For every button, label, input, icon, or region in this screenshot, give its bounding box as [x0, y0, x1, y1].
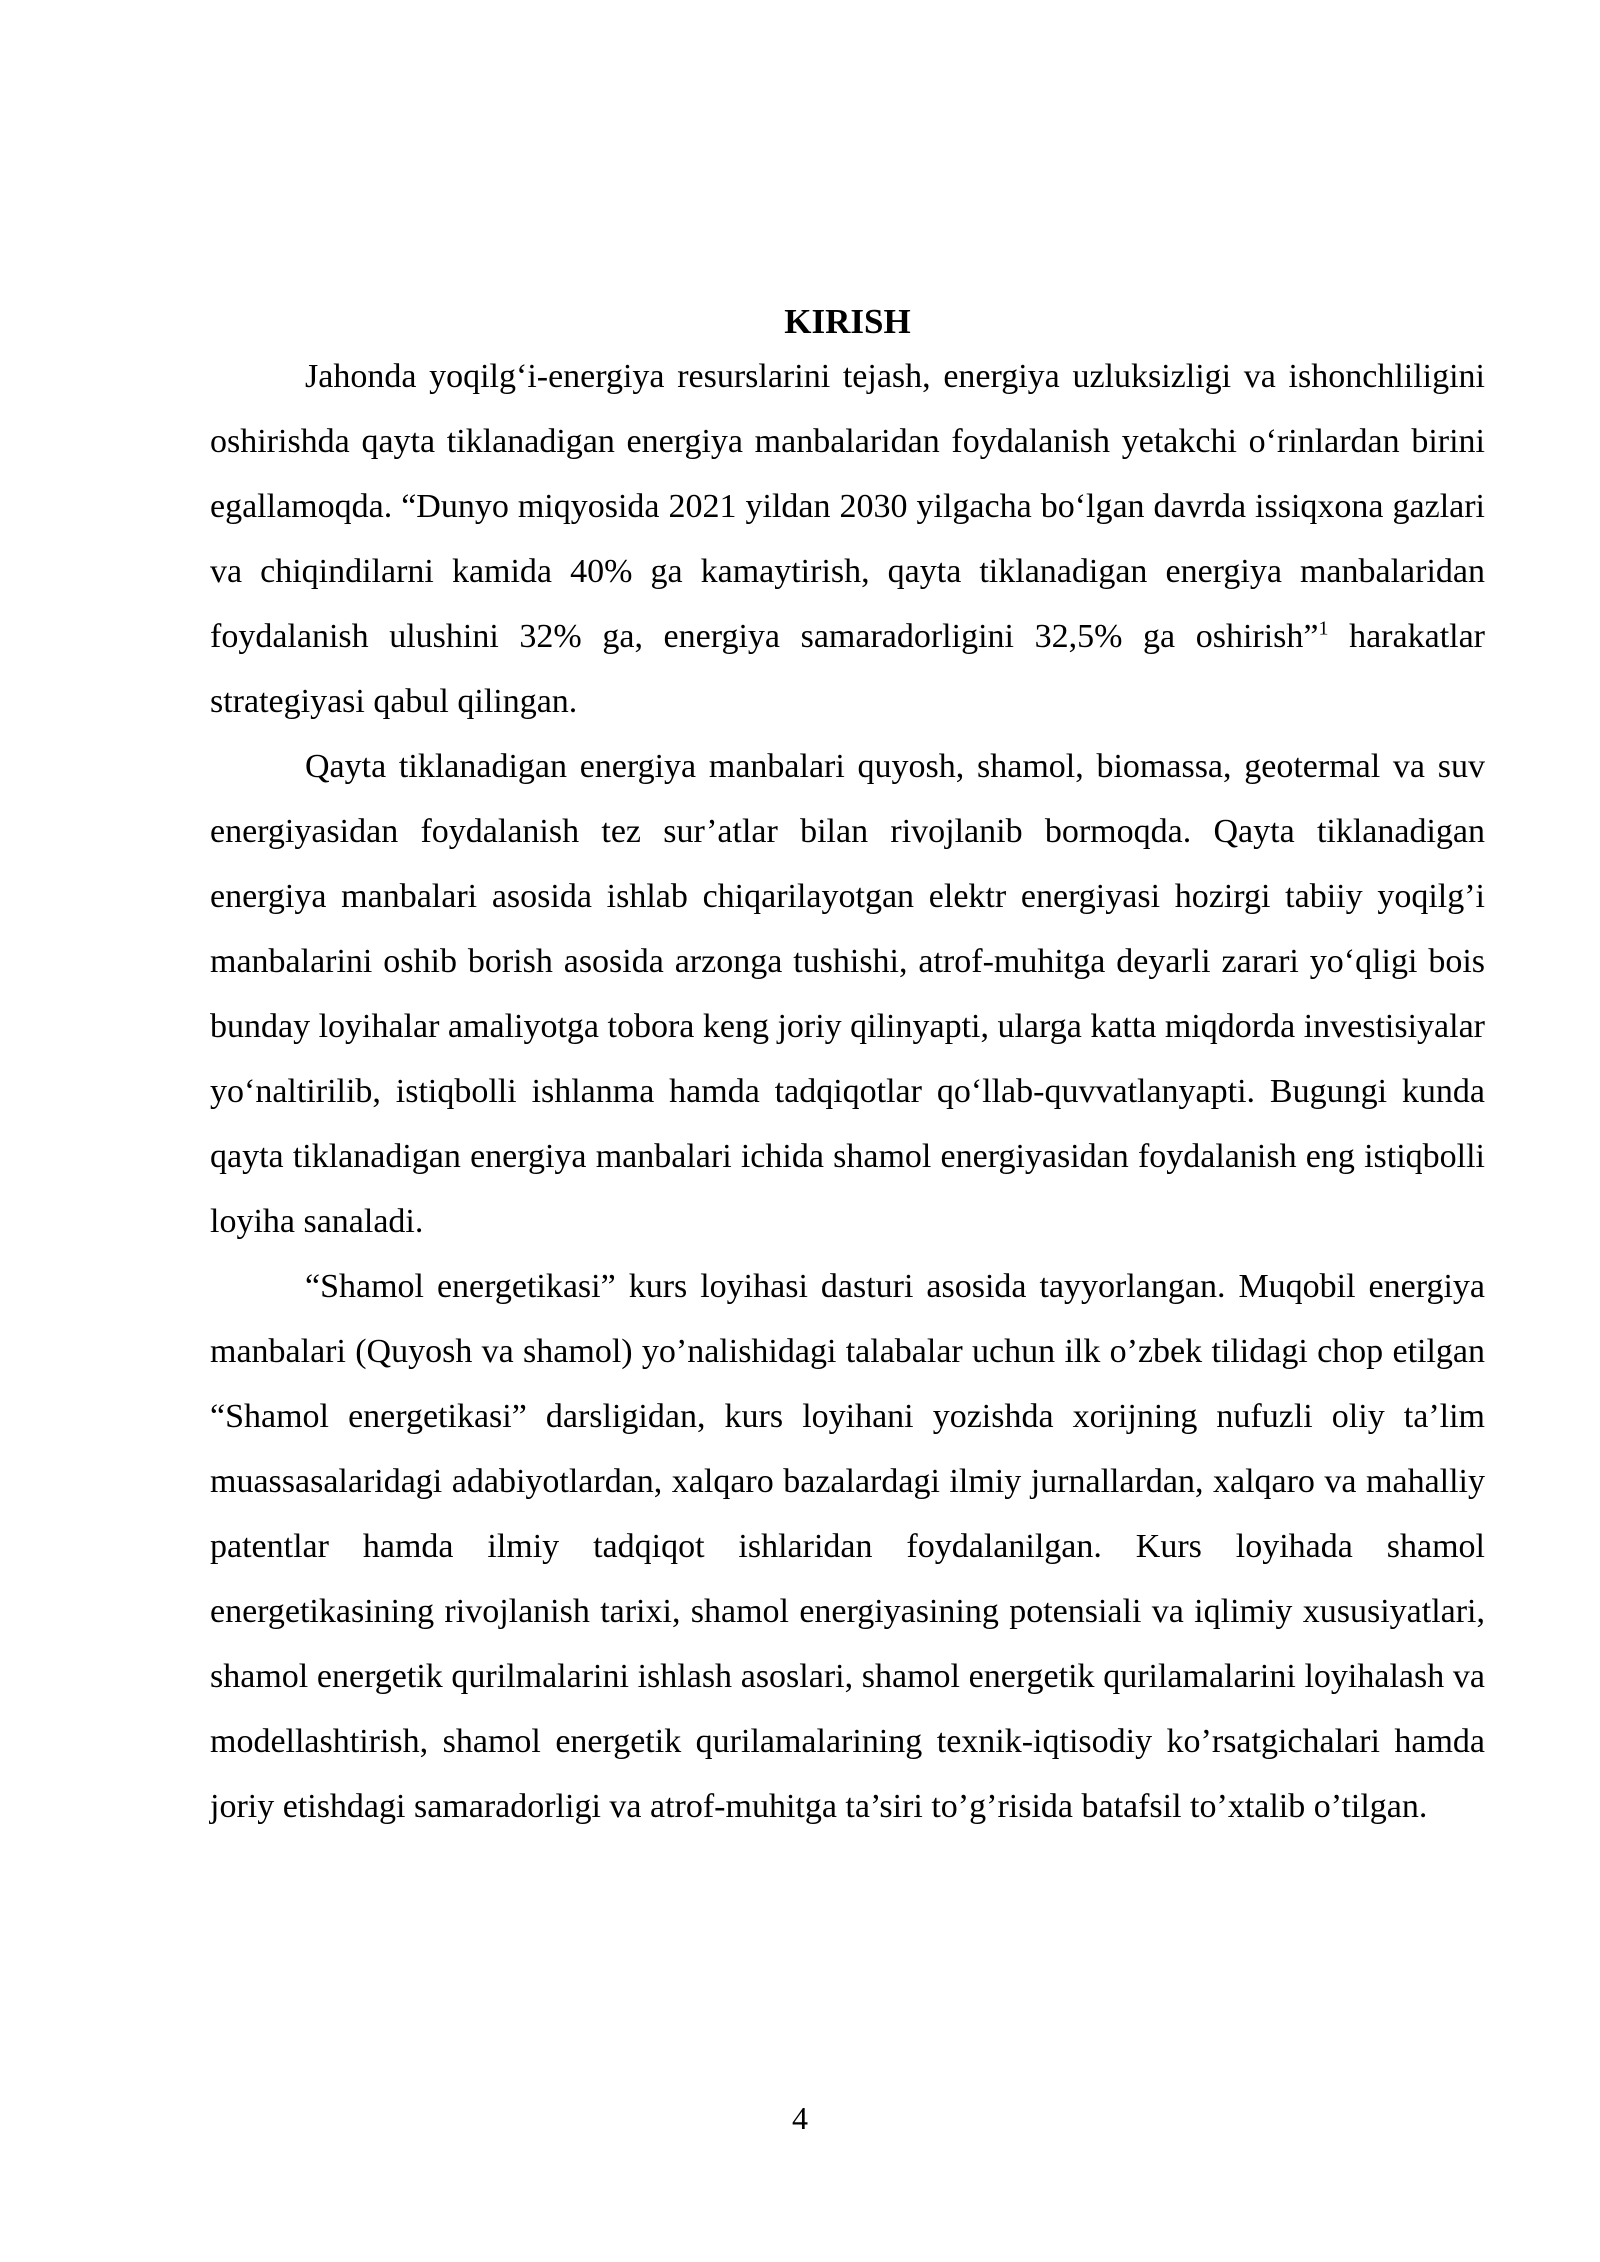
paragraph-2: Qayta tiklanadigan energiya manbalari quyosh, shamol, biomassa, geotermal va suv energiyasidan foydalanish tez sur’atlar bilan rivojlanib bormoqda. Qayta tiklanadigan energiya manbalari asosida ishlab chiqarilayotgan elektr energiyasi hozirgi tabiiy yoqilg’i manbalarini oshib borish asosida arzonga tushishi, atrof-muhitga deyarli zarari yo‘qligi bois bunday loyihalar amaliyotga tobora keng joriy qilinyapti, ularga katta miqdorda investisiyalar yo‘naltirilib, istiqbolli ishlanma hamda tadqiqotlar qo‘llab-quvvatlanyapti. Bugungi kunda qayta tiklanadigan energiya manbalari ichida shamol energiyasidan foydalanish eng istiqbolli loyiha sanaladi.: [210, 748, 1485, 1240]
page-content: [210, 300, 1485, 1839]
paragraph-1-text-end: harakatlar strategiyasi qabul qilingan.: [210, 618, 1485, 720]
paragraph-1-text: Jahonda yoqilg‘i-energiya resurslarini tejash, energiya uzluksizligi va ishonchliligini oshirishda qayta tiklanadigan energiya manbalaridan foydalanish yetakchi o‘rinlardan birini egallamoqda. “Dunyo miqyosida 2021 yildan 2030 yilgacha bo‘lgan davrda issiqxona gazlari va chiqindilarni kamida 40% ga kamaytirish, qayta tiklanadigan energiya manbalaridan foydalanish ulushini 32% ga, energiya samaradorligini 32,5% ga oshirish”: [210, 358, 1485, 655]
paragraph-3: “Shamol energetikasi” kurs loyihasi dasturi asosida tayyorlangan. Muqobil energiya manbalari (Quyosh va shamol) yo’nalishidagi talabalar uchun ilk o’zbek tilidagi chop etilgan “Shamol energetikasi” darsligidan, kurs loyihani yozishda xorijning nufuzli oliy ta’lim muassasalaridagi adabiyotlardan, xalqaro bazalardagi ilmiy jurnallardan, xalqaro va mahalliy patentlar hamda ilmiy tadqiqot ishlaridan foydalanilgan. Kurs loyihada shamol energetikasining rivojlanish tarixi, shamol energiyasining potensiali va iqlimiy xususiyatlari, shamol energetik qurilmalarini ishlash asoslari, shamol energetik qurilamalarini loyihalash va modellashtirish, shamol energetik qurilamalarining texnik-iqtisodiy ko’rsatgichalari hamda joriy etishdagi samaradorligi va atrof-muhitga ta’siri to’g’risida batafsil to’xtalib o’tilgan.: [210, 1268, 1485, 1825]
footnote-reference[interactable]: 1: [1318, 617, 1329, 640]
page-number: 4: [792, 2100, 808, 2136]
paragraph-1: [210, 344, 1485, 734]
section-heading: KIRISH: [784, 302, 911, 341]
